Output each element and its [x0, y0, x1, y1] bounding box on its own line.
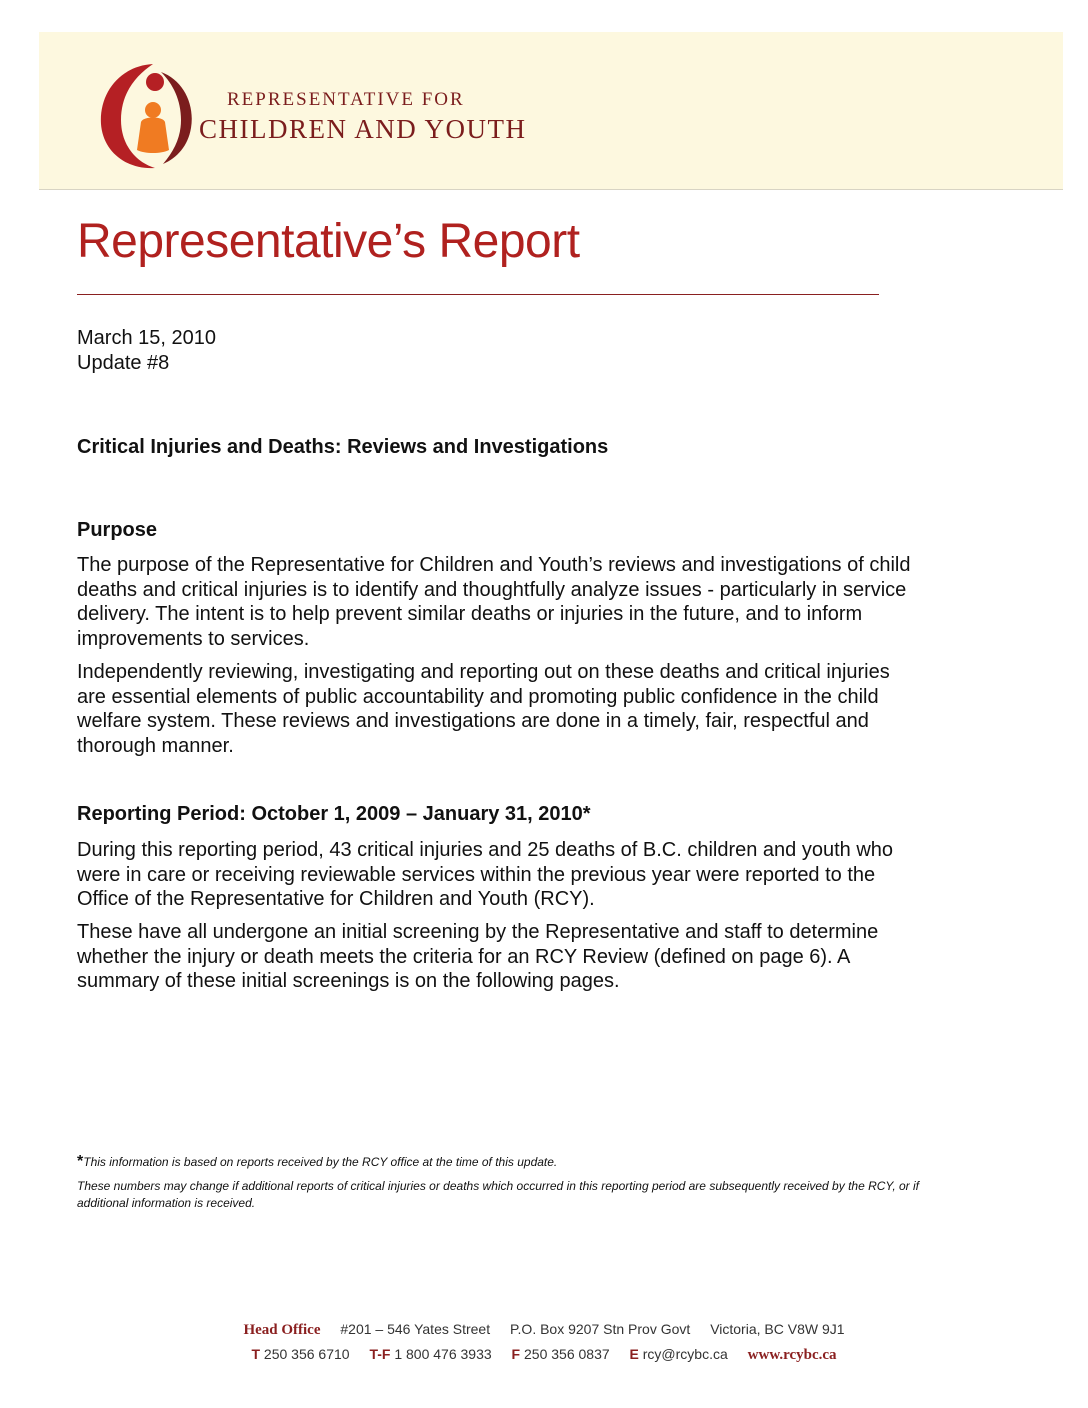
- letterhead-band: [39, 32, 1063, 190]
- footer-contact-line: [0, 1346, 1088, 1364]
- footnote-2: These numbers may change if additional reports of critical injuries or deaths which occurred in this reporting period are subsequently received by the RCY, or if additional information is received.: [77, 1179, 919, 1210]
- footer-po-box: P.O. Box 9207 Stn Prov Govt: [510, 1321, 691, 1337]
- report-subtitle: Critical Injuries and Deaths: Reviews and Investigations: [77, 436, 609, 458]
- reporting-period-heading: Reporting Period: October 1, 2009 – January 31, 2010*: [77, 803, 591, 825]
- footer-email[interactable]: rcy@rcybc.ca: [642, 1346, 728, 1362]
- report-date: March 15, 2010: [77, 327, 216, 349]
- reporting-period-paragraph-1: During this reporting period, 43 critical injuries and 25 deaths of B.C. children and youth who were in care or receiving reviewable services within the previous year were reported to the Office of the Representative for Children and Youth (RCY).: [77, 839, 894, 910]
- head-office-label: Head Office: [243, 1322, 321, 1338]
- footer-phone: 250 356 6710: [263, 1346, 350, 1362]
- footer-tollfree: 1 800 476 3933: [394, 1346, 492, 1362]
- reporting-period-paragraph-2: These have all undergone an initial screening by the Representative and staff to determine whether the injury or death meets the criteria for an RCY Review (defined on page 6). A summary of these initial screenings is on the following pages.: [77, 921, 879, 992]
- tollfree-label: T-F: [369, 1346, 391, 1362]
- email-label: E: [629, 1346, 639, 1362]
- report-title: Representative’s Report: [77, 215, 580, 268]
- footnote-marker: *: [77, 1153, 84, 1170]
- phone-label: T: [251, 1346, 261, 1362]
- rcy-logo-icon: [91, 54, 199, 174]
- fax-label: F: [511, 1346, 521, 1362]
- purpose-heading: Purpose: [77, 519, 158, 541]
- purpose-paragraph-1: The purpose of the Representative for Children and Youth’s reviews and investigations of child deaths and critical injuries is to identify and thoughtfully analyze issues - particularly in service delivery. The intent is to help prevent similar deaths or injuries in the future, and to inform improvements to services.: [77, 554, 911, 650]
- footer-website-link[interactable]: www.rcybc.ca: [747, 1347, 837, 1363]
- title-divider: [77, 294, 879, 295]
- footnote-1: [77, 1153, 927, 1171]
- purpose-paragraph-2: Independently reviewing, investigating and reporting out on these deaths and critical injuries are essential elements of public accountability and promoting public confidence in the child welfare system. These reviews and investigations are done in a timely, fair, respectful and thorough manner.: [77, 661, 890, 757]
- footnote-1-text: This information is based on reports received by the RCY office at the time of this update.: [83, 1155, 558, 1169]
- footer-city: Victoria, BC V8W 9J1: [710, 1321, 845, 1337]
- footer-fax: 250 356 0837: [524, 1346, 610, 1362]
- org-name-line1: REPRESENTATIVE FOR: [227, 89, 465, 110]
- org-name-line2: CHILDREN AND YOUTH: [199, 114, 527, 144]
- report-update-number: Update #8: [77, 352, 170, 374]
- footer-address-line: [0, 1321, 1088, 1339]
- footer-street-address: #201 – 546 Yates Street: [340, 1321, 491, 1337]
